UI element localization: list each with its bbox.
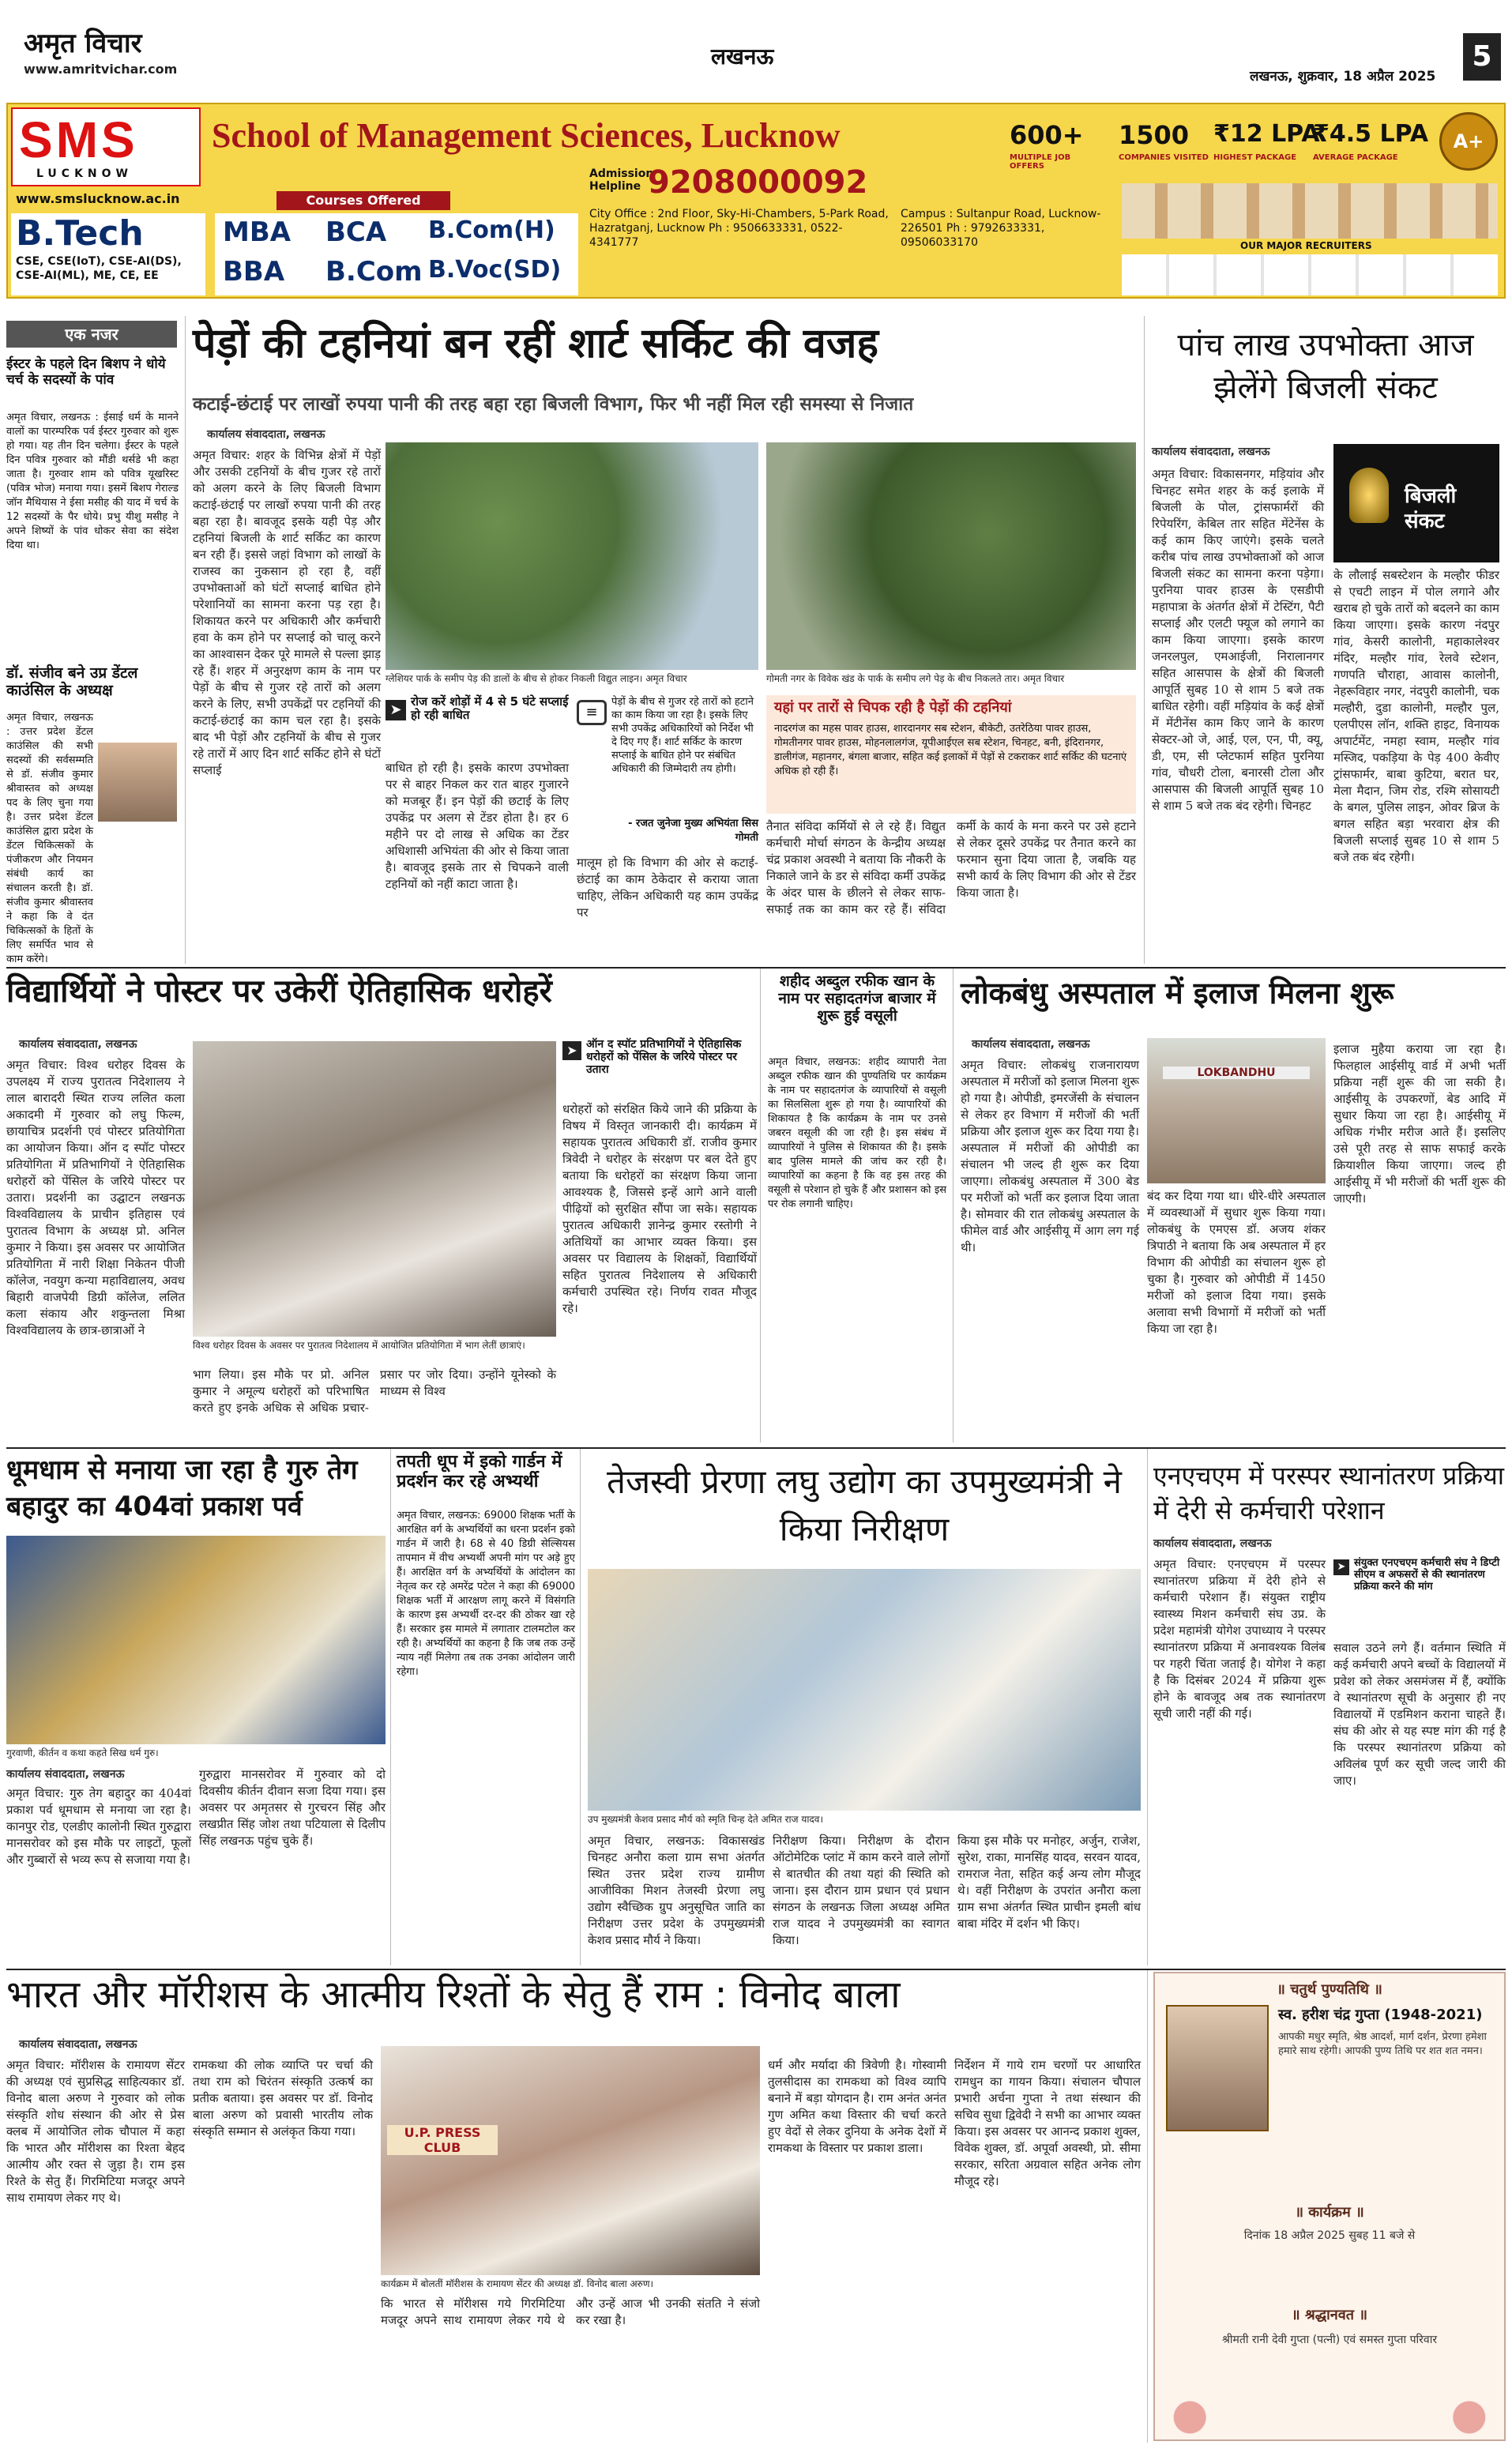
story1-quote (577, 695, 758, 853)
story2-body-1: अमृत विचार: विकासनगर, मड़ियांव और चिनहट समेत शहर के कई इलाके में बिजली के पोल, ट्रांसफार्मरों की रिपेयरिंग, केबिल तार सहित मेंटेनेंस के कई काम किए जाएंगे। इसके चलते करीब पांच लाख उपभोक्ताओं को आज बिजली संकट का सामना करना पड़ेगा। पुरनिया पावर हाउस के एसडीपी महापात्रा के अंतर्गत क्षेत्रों में टेस्टिंग, पैटी सप्लाई और एलटी फ्यूज को लगाने का काम किया जाएगा। इसके कारण जनरलपुल, एमआईजी, निरालानगर सहित आसपास के क्षेत्रों की बिजली आपूर्ति सुबह 10 से शाम 5 बजे तक बाधित रहेगी। वहीं मड़ियांव के कई क्षेत्रों में मेंटीनेंस काम किए जाने के कारण सेक्टर-ओ जे, आई, एल, एन, पी, क्यू, डी, एम, सी प्लेटफार्म सहित पुरनिया गांव, चौधरी टोला, बनारसी टोला और आसपास की बिजली आपूर्ति सुबह 10 से शाम 5 बजे तक बंद रहेगी। चिनहट (1152, 467, 1324, 813)
campus-address: Campus : Sultanpur Road, Lucknow-226501 Ph : 9792633331, 09506033170 (901, 208, 1101, 249)
btech-box (11, 213, 205, 295)
courses-label: Courses Offered (276, 191, 450, 210)
story4-headline: शहीद अब्दुल रफीक खान के नाम पर सहादतगंज बाजार में शुरू हुई वसूली (778, 972, 936, 1025)
city-label: लखनऊ (711, 43, 774, 70)
stat-highest: ₹12 LPA (1213, 120, 1320, 148)
flower-decoration (1155, 2384, 1504, 2439)
course-mba: MBA (223, 216, 291, 248)
obituary-name: स्व. हरीश चंद्र गुप्ता (1948-2021) (1278, 2007, 1483, 2023)
stat-average-label: AVERAGE PACKAGE (1313, 153, 1398, 162)
doctor-photo (98, 743, 177, 822)
story8-body-3: किया इस मौके पर मनोहर, अर्जुन, राजेश, सुरेश, राका, मानसिंह यादव, सरवन यादव, रामराज नेता, सहित कई अन्य लोग मौजूद थे। वहीं निरीक्षण के उपरांत अनौरा कला ग्राम सभा अंतर्गत स्थित प्राचीन इमली बांध बाबा मंदिर में दर्शन भी किए। (957, 1834, 1141, 1931)
story10-body-5: निर्देशन में गाये राम चरणों पर आधारित रामधुन का गायन किया। संचालन चौपाल प्रभारी अर्चना गुप्ता ने तथा संस्थान की सचिव सुधा द्विवेदी ने सभी का आभार व्यक्त किया। इस अवसर पर आनन्द प्रकाश शुक्ल, विवेक शुक्ल, डॉ. अपूर्वा अवस्थी, प्रो. सीमा सरकार, सरिता अग्रवाल सहित अनेक लोग मौजूद रहे। (954, 2058, 1141, 2188)
story6-body-1: अमृत विचार: गुरु तेग बहादुर का 404वां प्रकाश पर्व धूमधाम से मनाया जा रहा है। कानपुर रोड, एलडीए कालोनी स्थित गुरुद्वारा मानसरोवर को इस मौके पर लाइटों, फूलों और गुब्बारों से भव्य रूप से सजाया गया है। (6, 1786, 191, 1867)
story5-body-1: अमृत विचार: लोकबंधु राजनारायण अस्पताल में मरीजों को इलाज मिलना शुरू हो गया है। ओपीडी, इमरजेंसी के संचालन से लेकर हर विभाग में मरीजों की भर्ती प्रक्रिया और इलाज शुरू कर दिया गया है। अस्पताल में मरीजों की ओपीडी का संचालन भी जल्द ही शुरू कर दिया जाएगा। लोकबंधु अस्पताल में 300 बेड पर मरीजों को भर्ती कर इलाज दिया जाता है। सोमवार की रात लोकबंधु अस्पताल के फीमेल वार्ड और आईसीयू में आग लग गई थी। (961, 1058, 1139, 1254)
divider (1147, 1449, 1148, 1965)
course-bba: BBA (223, 256, 285, 288)
story3-body-2: भाग लिया। इस मौके पर प्रो. अनिल कुमार ने अमूल्य धरोहरों को परिभाषित करते हुए इनके अधिक से अधिक प्रचार-प्रसार पर जोर दिया। उन्होंने यूनेस्को के माध्यम से विश्व (193, 1367, 556, 1415)
story3-box-text: ऑन द स्पॉट प्रतिभागियों ने ऐतिहासिक धरोहरों को पेंसिल के जरिये पोस्टर पर उतारा (586, 1038, 742, 1077)
paper-url: www.amritvichar.com (24, 62, 178, 77)
stat-companies-label: COMPANIES VISITED (1119, 153, 1209, 162)
course-grid (215, 213, 578, 295)
hospital-sign: LOKBANDHU (1163, 1066, 1310, 1079)
story1-caption-2: ग्लेशियर पार्क के समीप पेड़ की डालों के बीच से होकर निकली विद्युत लाइन। अमृत विचार (386, 673, 758, 685)
divider (1144, 316, 1145, 964)
stat-companies: 1500 (1119, 120, 1190, 150)
recruiter-photos (1122, 183, 1498, 239)
story8-body-2: निरीक्षण किया। निरीक्षण के दौरान ऑटोमेटिक प्लांट में काम करने वाले लोगों से बातचीत की तथा यहां की स्थिति को जाना। इस दौरान ग्राम प्रधान एवं प्रधान संगठन के लखनऊ जिला अध्यक्ष अमित राज यादव ने उपमुख्यमंत्री का स्वागत किया। (773, 1834, 950, 1947)
deputy-cm-photo (588, 1569, 1141, 1811)
divider (390, 1449, 391, 1965)
story1-box-text: रोज करें शोड़ों में 4 से 5 घंटे सप्लाई हो रही बाधित (411, 694, 569, 723)
divider (6, 1969, 1506, 1970)
story5-body-3: इलाज मुहैया कराया जा रहा है। फिलहाल आईसीयू वार्ड में अभी भर्ती प्रक्रिया नहीं शुरू की जा सकी है। आईसीयू के उपकरणों, बेड आदि में सुधार किया जा रहा है। आईसीयू में अधिक गंभीर मरीज आते हैं। इसलिए उसे पूरी तरह से साफ सफाई करके क्रियाशील किया जाएगा। जल्द ही आईसीयू में भी मरीजों की भर्ती शुरू की जाएगी। (1333, 1042, 1506, 1206)
story10-body-2: रामकथा की लोक व्याप्ति पर चर्चा की तथा राम को चिरंतन संस्कृति उत्कर्ष का प्रतीक बताया। इस अवसर पर डॉ. विनोद बाला अरुण को प्रवासी भारतीय लोक संस्कृति सम्मान से अलंकृत किया गया। (193, 2058, 373, 2138)
story6-caption: गुरवाणी, कीर्तन व कथा कहते सिख धर्म गुरु। (6, 1747, 386, 1759)
stat-offers: 600+ (1010, 120, 1084, 150)
obituary-program: दिनांक 18 अप्रैल 2025 सुबह 11 बजे से (1243, 2229, 1416, 2242)
story9-box (1333, 1558, 1506, 1634)
sidebar-label: एक नजर (6, 321, 177, 348)
story2-headline: पांच लाख उपभोक्ता आज झेलेंगे बिजली संकट (1177, 327, 1474, 406)
sidebar-headline-2: डॉ. संजीव बने उप्र डेंटल काउंसिल के अध्यक्ष (6, 664, 138, 699)
story3-body-3: धरोहरों को संरक्षित किये जाने की प्रक्रिया के विषय में विस्तृत जानकारी दी। कार्यक्रम में सहायक पुरातत्व अधिकारी डॉ. राजीव कुमार त्रिवेदी ने धरोहर के संरक्षण पर बल देते हुए बताया कि धरोहरों का संरक्षण किया जाना आवश्यक है, जिससे इन्हें आगे आने वाली पीढ़ियों को सुरक्षित सौंपा जा सके। सहायक पुरातत्व अधिकारी ज्ञानेन्द्र कुमार रस्तोगी ने अतिथियों का आभार व्यक्त किया। इस अवसर पर विद्यालय के शिक्षकों, विद्यार्थियों सहित पुरातत्व निदेशालय से अधिकारी कर्मचारी उपस्थित रहे। निर्णय रावत मौजूद रहे। (562, 1102, 757, 1315)
story10-body-4: धर्म और मर्यादा की त्रिवेणी है। गोस्वामी तुलसीदास का रामकथा को विश्व व्यापि बनाने में बड़ा योगदान है। राम अनंत अनंत गुण अमित कथा विस्तार की चर्चा करते हुए वेदों से लेकर दुनिया के अनेक देशों में रामकथा के विस्तार पर प्रकाश डाला। (768, 2058, 946, 2155)
helpline-label: Admission Helpline (589, 167, 654, 193)
date-line: लखनऊ, शुक्रवार, 18 अप्रैल 2025 (1250, 69, 1436, 85)
story7-body: अमृत विचार, लखनऊ: 69000 शिक्षक भर्ती के आरक्षित वर्ग के अभ्यर्थियों का धरना प्रदर्शन इको गार्डन में जारी है। 68 से 40 डिग्री सेल्सियस तापमान में वीच अभ्यर्थी अपनी मांग पर अड़े हुए हैं। आरक्षित वर्ग के अभ्यर्थियों के आंदोलन का नेतृत्व कर रहे अमरेंद्र पटेल ने कहा की 69000 शिक्षक भर्ती में आरक्षण लागू करने में विसंगति के कारण इस अभ्यर्थी दर-दर की ठोकर खा रहे हैं। सरकार इस मामले में लगातार टालमटोल कर रही है। अभ्यर्थियों का कहना है कि जब तक उन्हें न्याय नहीं मिलेगा तब तक उनका आंदोलन जारी रहेगा। (397, 1510, 575, 1678)
divider (1147, 1970, 1148, 2443)
story5-body-2: बंद कर दिया गया था। धीरे-धीरे अस्पताल में व्यवस्थाओं में सुधार शुरू किया गया। लोकबंधु के एमएस डॉ. अजय शंकर त्रिपाठी ने बताया कि अब अस्पताल में हर विभाग की ओपीडी का संचालन शुरू हो चुका है। गुरुवार को ओपीडी में 1450 मरीजों को इलाज दिया गया। इसके अलावा सभी विभागों में मरीजों को भर्ती किया जा रहा है। (1147, 1189, 1326, 1336)
obituary-photo (1166, 2005, 1269, 2131)
helpline-number: 9208000092 (648, 164, 868, 201)
story1-body-4: तैनात संविदा कर्मियों से ले रहे हैं। विद्युत कर्मचारी मोर्चा संगठन के केन्द्रीय अध्यक्ष चंद्र प्रकाश अवस्थी ने बताया कि नौकरी के निकाले जाने के डर से संविदा कर्मी उपकेंद्र के अंदर घास के छीलने से लेकर साफ-सफाई तक का काम कर रहे हैं। संविदा कर्मी के कार्य के मना करने पर उसे हटाने से लेकर दूसरे उपकेंद्र पर तैनात करने का फरमान सुना दिया जाता है, जबकि यह सभी कार्य के लिए विभाग की ओर से टेंडर किया जाता है। (766, 819, 1136, 916)
story3-byline: कार्यालय संवाददाता, लखनऊ (19, 1038, 137, 1051)
course-bvoc: B.Voc(SD) (428, 256, 562, 284)
power-cut-graphic (1333, 444, 1499, 562)
story10-caption: कार्यक्रम में बोलतीं मॉरीशस के रामायण सेंटर की अध्यक्ष डॉ. विनोद बाला अरुण। (381, 2278, 760, 2290)
sms-site: www.smslucknow.ac.in (16, 191, 180, 206)
lightning-icon: ➤ (386, 700, 406, 720)
sidebar (6, 316, 182, 964)
story1-box (386, 695, 569, 758)
story6-headline: धूमधाम से मनाया जा रहा है गुरु तेग बहादुर का 404वां प्रकाश पर्व (6, 1454, 358, 1522)
lightning-icon: ➤ (1333, 1559, 1349, 1575)
sidebar-text-2: अमृत विचार, लखनऊ : उत्तर प्रदेश डेंटल काउंसिल की सभी सदस्यों की सर्वसम्मति से डॉ. संजीव कुमार श्रीवास्तव को अध्यक्ष पद के लिए चुना गया है। उत्तर प्रदेश डेंटल काउंसिल द्वारा प्रदेश के डेंटल चिकित्सकों के पंजीकरण और नियमन संबंधी कार्य का संचालन करती है। डॉ. संजीव कुमार श्रीवास्तव ने कहा कि वे दंत चिकित्सकों के हितों के लिए समर्पित भाव से काम करेंगे। (6, 712, 93, 965)
story1-box2-head: यहां पर तारों से चिपक रही है पेड़ों की टहनियां (774, 699, 1012, 716)
stat-highest-label: HIGHEST PACKAGE (1213, 153, 1297, 162)
btech-branches: CSE, CSE(IoT), CSE-AI(DS), CSE-AI(ML), ME, CE, EE (16, 255, 182, 282)
story7-headline: तपती धूप में इको गार्डन में प्रदर्शन कर रहे अभ्यर्थी (397, 1452, 562, 1492)
press-club-photo (381, 2046, 760, 2275)
story6-byline: कार्यालय संवाददाता, लखनऊ (6, 1768, 125, 1781)
sms-logo-box (11, 107, 201, 186)
lightning-icon: ➤ (562, 1041, 581, 1060)
recruiters-label: OUR MAJOR RECRUITERS (1240, 240, 1372, 251)
course-bcom: B.Com (325, 256, 423, 288)
sidebar-text-1: अमृत विचार, लखनऊ : ईसाई धर्म के मानने वालों का पारम्परिक पर्व ईस्टर गुरुवार को शुरू हो गया। यह तीन दिन चलेगा। ईस्टर के पहले दिन पवित्र गुरुवार को मौंडी थर्सडे भी कहा जाता है। गुरुवार शाम को पवित्र यूखरिस्ट (पवित्र भोज) मनाया गया। इसमें बिशप गेराल्ड जॉन मैथियास ने ईसा मसीह की याद में चर्च के 12 सदस्यों के पैर धोये। प्रभु यीशु मसीह ने अपने शिष्यों के पांव धोकर सेवा का संदेश दिया था। (6, 412, 179, 551)
btech-label: B.Tech (16, 213, 144, 254)
stat-offers-label: MULTIPLE JOB OFFERS (1010, 153, 1071, 171)
speech-icon: ≡ (577, 700, 607, 725)
naac-badge (1439, 112, 1498, 171)
story9-body-1: अमृत विचार: एनएचएम में परस्पर स्थानांतरण प्रक्रिया में देरी होने से कर्मचारी परेशान हैं। संयुक्त राष्ट्रीय स्वास्थ्य मिशन कर्मचारी संघ उप्र. के प्रदेश महामंत्री योगेश उपाध्याय ने परस्पर स्थानांतरण प्रक्रिया में अनावश्यक विलंब पर गहरी चिंता जताई है। योगेश ने कहा है कि दिसंबर 2024 में प्रक्रिया शुरू होने के बावजूद अब तक स्थानांतरण सूची जारी नहीं की गई। (1153, 1557, 1326, 1721)
story6-body-2: गुरुद्वारा मानसरोवर में गुरुवार को दो दिवसीय कीर्तन दीवान सजा दिया गया। इस अवसर पर अमृतसर से गुरचरन सिंह और लखप्रीत सिंह जोश तथा पटियाला से दिलीप सिंह लखनऊ पहुंच चुके हैं। (199, 1767, 386, 1848)
paper-logo: अमृत विचार (24, 28, 142, 59)
story3-photo (193, 1041, 556, 1337)
naac-grade: A+ (1453, 130, 1484, 152)
divider (185, 316, 186, 964)
page-number: 5 (1463, 33, 1501, 81)
story1-photo-2 (766, 442, 1136, 670)
story1-body-2: बाधित हो रही है। इसके कारण उपभोक्ता पर से बाहर निकल कर रात बाहर गुजारने को मजबूर हैं। इन पेड़ों की छटाई के लिए उपकेंद्र पर अलग से टेंडर होता है। हर 6 महीने पर दो लाख से अधिक का टेंडर अधिशासी अभियंता की ओर से किया जाता है। बावजूद इसके तार से चिपकने वाली टहनियों को नहीं काटा जाता है। (386, 761, 569, 891)
story4-body: अमृत विचार, लखनऊ: शहीद व्यापारी नेता अब्दुल रफीक खान की पुण्यतिथि पर कार्यक्रम के नाम पर सहादतगंज के व्यापारियों से वसूली का सिलसिला शुरू हो गया है। व्यापारियों की शिकायत है कि कार्यक्रम के नाम पर उनसे जबरन वसूली की जा रही है। इस संबंध में व्यापारियों ने पुलिस से शिकायत की है। इसके बाद पुलिस मामले की जांच कर रही है। व्यापारियों का कहना है कि वह इस तरह की वसूली से परेशान हो चुके हैं और प्रशासन को इस पर रोक लगानी चाहिए। (768, 1056, 946, 1210)
obituary-ad (1153, 1972, 1506, 2441)
story1-box-2 (766, 695, 1136, 814)
recruiter-logos (1122, 254, 1498, 295)
story1-caption-1: गोमती नगर के विवेक खंड के पार्क के समीप लगे पेड़ के बीच निकलते तार। अमृत विचार (766, 673, 1136, 685)
story1-quote-text: पेड़ों के बीच से गुजर रहे तारों को हटाने का काम किया जा रहा है। इसके लिए सभी उपकेंद्र अधिकारियों को निर्देश भी दे दिए गए हैं। शार्ट सर्किट के कारण सप्लाई के बाधित होने पर संबंधित अधिकारी की जिम्मेदारी तय होगी। (611, 696, 754, 775)
gurudwara-photo (6, 1536, 386, 1744)
story1-quote-by: - रजत जुनेजा मुख्य अभियंता सिस गोमती (628, 818, 758, 844)
story5-headline: लोकबंधु अस्पताल में इलाज मिलना शुरू (961, 976, 1394, 1010)
story8-caption: उप मुख्यमंत्री केशव प्रसाद मौर्य को स्मृति चिन्ह देते अमित राज यादव। (588, 1814, 1141, 1826)
divider (580, 1449, 581, 1965)
story8-headline: तेजस्वी प्रेरणा लघु उद्योग का उपमुख्यमंत्री ने किया निरीक्षण (607, 1462, 1122, 1548)
story9-byline: कार्यालय संवाददाता, लखनऊ (1153, 1537, 1272, 1550)
obituary-line: आपकी मधुर स्मृति, श्रेष्ठ आदर्श, मार्ग दर्शन, प्रेरणा हमेशा हमारे साथ रहेगी। आपकी पुण्य तिथि पर शत शत नमन। (1278, 2031, 1487, 2057)
story10-byline: कार्यालय संवाददाता, लखनऊ (19, 2038, 137, 2051)
power-cut-label: बिजली संकट (1405, 484, 1457, 533)
story5-byline: कार्यालय संवाददाता, लखनऊ (972, 1038, 1090, 1051)
story1-sub: कटाई-छंटाई पर लाखों रुपया पानी की तरह बहा रहा बिजली विभाग, फिर भी नहीं मिल रही समस्या से निजात (193, 394, 914, 415)
obituary-family: श्रीमती रानी देवी गुप्ता (पत्नी) एवं समस्त गुप्ता परिवार (1221, 2334, 1438, 2346)
story1-body-1: अमृत विचार: शहर के विभिन्न क्षेत्रों में पेड़ों और उसकी टहनियों के बीच गुजर रहे तारों को अलग करने के लिए बिजली विभाग कटाई-छंटाई पर लाखों रुपया पानी की तरह बहा रहा है। बावजूद इसके यही पेड़ और टहनियां बिजली के शार्ट सर्किट का कारण बन रही हैं। इससे जहां विभाग को लाखों के राजस्व का नुकसान हो रहा है, वहीं उपभोक्ताओं को घंटों सप्लाई बाधित होने परेशानियों का सामना करना पड़ रहा है। शिकायत करने पर अधिकारी और कर्मचारी हवा के कम होने पर सप्लाई को चालू करने का आश्वासन देकर पूरे मामले से पल्ला झाड़ रहे हैं। शहर में अनुरक्षण काम के नाम पर पेड़ों के बीच से गुजर रहे तारों को अलग करने के लिए, सभी उपकेंद्रों पर टहनियों की कटाई-छंटाई का काम चल रहा है। इसके बाद भी पेड़ों और टहनियों के बीच से गुजर रहे तारों में आए दिन शार्ट सर्किट होने से घंटों सप्लाई (193, 448, 381, 777)
story10-headline: भारत और मॉरीशस के आत्मीय रिश्तों के सेतु हैं राम : विनोद बाला (6, 1973, 901, 2017)
story10-body-3: कि भारत से मॉरीशस गये गिरमिटिया मजदूर अपने साथ रामायण लेकर गये थे और उन्हें आज भी उनकी संतति ने संजो कर रखा है। (381, 2296, 760, 2327)
story1-photo-1 (386, 442, 758, 670)
story3-headline: विद्यार्थियों ने पोस्टर पर उकेरीं ऐतिहासिक धरोहरें (6, 973, 552, 1010)
story1-headline: पेड़ों की टहनियां बन रहीं शार्ट सर्किट की वजह (193, 320, 879, 367)
story1-byline: कार्यालय संवाददाता, लखनऊ (207, 428, 325, 441)
hospital-photo (1147, 1038, 1326, 1183)
story2-byline: कार्यालय संवाददाता, लखनऊ (1152, 446, 1270, 458)
story3-box (562, 1038, 757, 1096)
story8-body-1: अमृत विचार, लखनऊ: विकासखंड चिनहट अनौरा कला ग्राम सभा अंतर्गत स्थित उत्तर प्रदेश राज्य ग्रामीण आजीविका मिशन तेजस्वी प्रेरणा लघु उद्योग स्वैच्छिक ग्रुप अनुसूचित जाति का निरीक्षण उत्तर प्रदेश के उपमुख्यमंत्री केशव प्रसाद मौर्य ने किया। (588, 1834, 765, 1947)
sms-logo: SMS (19, 111, 138, 168)
divider (6, 967, 1506, 969)
obituary-homage-label: ॥ श्रद्धानवत ॥ (1291, 2307, 1368, 2323)
story9-body-2: सवाल उठने लगे हैं। वर्तमान स्थिति में कई कर्मचारी अपने बच्चों के विद्यालयों में प्रवेश को लेकर असमंजस में हैं, क्योंकि वे स्थानांतरण सूची के अनुसार ही नए विद्यालयों में एडमिशन कराना चाहते हैं। संघ की ओर से यह स्पष्ट मांग की गई है कि परस्पर स्थानांतरण प्रक्रिया को अविलंब पूर्ण कर सूची जल्द जारी की जाए। (1333, 1641, 1506, 1788)
course-bcomh: B.Com(H) (428, 216, 555, 244)
story1-box2-text: नादरगंज का महस पावर हाउस, शारदानगर सब स्टेशन, बीकेटी, उतरेठिया पावर हाउस, गोमतीनगर पावर हाउस, मोहनलालगंज, यूपीआईएल सब स्टेशन, चिनहट, बनी, इंदिरानगर, डालीगंज, महानगर, बंगला बाजार, सहित कई इलाकों में पेड़ों से टकराकर शार्ट सर्किट की घटनाएं अधिक हो रही हैं। (774, 723, 1127, 777)
course-bca: BCA (325, 216, 387, 248)
obituary-program-label: ॥ कार्यक्रम ॥ (1295, 2204, 1364, 2221)
sms-logo-sub: LUCKNOW (36, 167, 133, 180)
bulb-icon (1349, 468, 1389, 523)
story3-body-1: अमृत विचार: विश्व धरोहर दिवस के उपलक्ष्य में राज्य पुरातत्व निदेशालय ने लाल बारादरी स्थित राज्य ललित कला अकादमी में गुरुवार को लघु फिल्म, छायाचित्र प्रदर्शनी एवं पोस्टर प्रतियोगिता का आयोजन किया। ऑन द स्पॉट पोस्टर प्रतियोगिता में प्रतिभागियों ने ऐतिहासिक धरोहरों को पेंसिल के जरिये पोस्टर पर उतारा। प्रदर्शनी का उद्घाटन लखनऊ विश्वविद्यालय के प्राचीन इतिहास एवं पुरातत्व विभाग के अध्यक्ष प्रो. अनिल कुमार ने किया। इस अवसर पर आयोजित प्रतियोगिता में नारी शिक्षा निकेतन पीजी कॉलेज, नवयुग कन्या महाविद्यालय, अवध बिहारी वाजपेयी डिग्री कॉलेज, ललित कला संकाय और शकुन्तला मिश्रा विश्वविद्यालय के छात्र-छात्राओं ने (6, 1058, 185, 1337)
obituary-title: ॥ चतुर्थ पुण्यतिथि ॥ (1277, 1981, 1382, 1998)
story10-body-1: अमृत विचार: मॉरीशस के रामायण सेंटर की अध्यक्ष एवं सुप्रसिद्ध साहित्यकार डॉ. विनोद बाला अरुण ने गुरुवार को लोक संस्कृति शोध संस्थान की ओर से प्रेस क्लब में आयोजित लोक चौपाल में कहा कि भारत और मॉरीशस का रिश्ता बेहद आत्मीय और रक्त से जुड़ा है। राम इस रिश्ते के सेतु हैं। गिरमिटिया मजदूर अपने साथ रामायण लेकर गए थे। (6, 2058, 185, 2205)
story9-headline: एनएचएम में परस्पर स्थानांतरण प्रक्रिया में देरी से कर्मचारी परेशान (1153, 1461, 1505, 1525)
sms-title: School of Management Sciences, Lucknow (212, 116, 841, 155)
divider (760, 969, 761, 1443)
story9-box-text: संयुक्त एनएचएम कर्मचारी संघ ने डिप्टी सीएम व अफसरों से की स्थानांतरण प्रक्रिया करने की मांग (1354, 1557, 1500, 1593)
story3-caption: विश्व धरोहर दिवस के अवसर पर पुरातत्व निदेशालय में आयोजित प्रतियोगिता में भाग लेतीं छात्राएं। (193, 1340, 556, 1352)
sms-ad (6, 103, 1506, 299)
city-office: City Office : 2nd Floor, Sky-Hi-Chambers, 5-Park Road, Hazratganj, Lucknow Ph : 9506633331, 0522-4341777 (589, 208, 889, 249)
story2-body-2: के लौलाई सबस्टेशन के मल्हौर फीडर से एचटी लाइन में पोल लगाने और खराब हो चुके तारों को बदलने का काम किया जाएगा। इसके कारण नंदपुर गांव, केसरी कालोनी, महाकालेश्वर मंदिर, मल्हौर गांव, रेलवे स्टेशन, गणपति चौराहा, आवास कालोनी, नेहरूविहार नगर, नंदपुरी कालोनी, चक मल्हौरी, दुडा कालोनी, मल्हौर पुल, एलपीएस लॉन, शक्ति हाइट, विनायक अपार्टमेंट, नमहा स्वाम, मल्हौर गांव मस्जिद, पकड़िया के पेड़ 400 केवीए ट्रांसफार्मर, बाबा कुटिया, बरात घर, मेला मैदान, जिम रोड, रश्मि सोसायटी के बगल, पुलिस लाइन, ओवर ब्रिज के बगल सहित बड़ा भरवारा क्षेत्र की बिजली सप्लाई सुबह 10 से शाम 5 बजे तक बंद रहेगी। (1333, 568, 1499, 864)
divider (6, 1447, 1506, 1449)
masthead (0, 0, 1512, 103)
sidebar-headline-1: ईस्टर के पहले दिन बिशप ने धोये चर्च के सदस्यों के पांव (6, 356, 166, 388)
story1-body-3: मालूम हो कि विभाग की ओर से कटाई-छंटाई का काम ठेकेदार से कराया जाता चाहिए, लेकिन अधिकारी यह काम उपकेंद्र पर (577, 856, 758, 920)
press-club-banner: U.P. PRESS CLUB (387, 2125, 498, 2155)
stat-average: ₹4.5 LPA (1313, 120, 1429, 148)
